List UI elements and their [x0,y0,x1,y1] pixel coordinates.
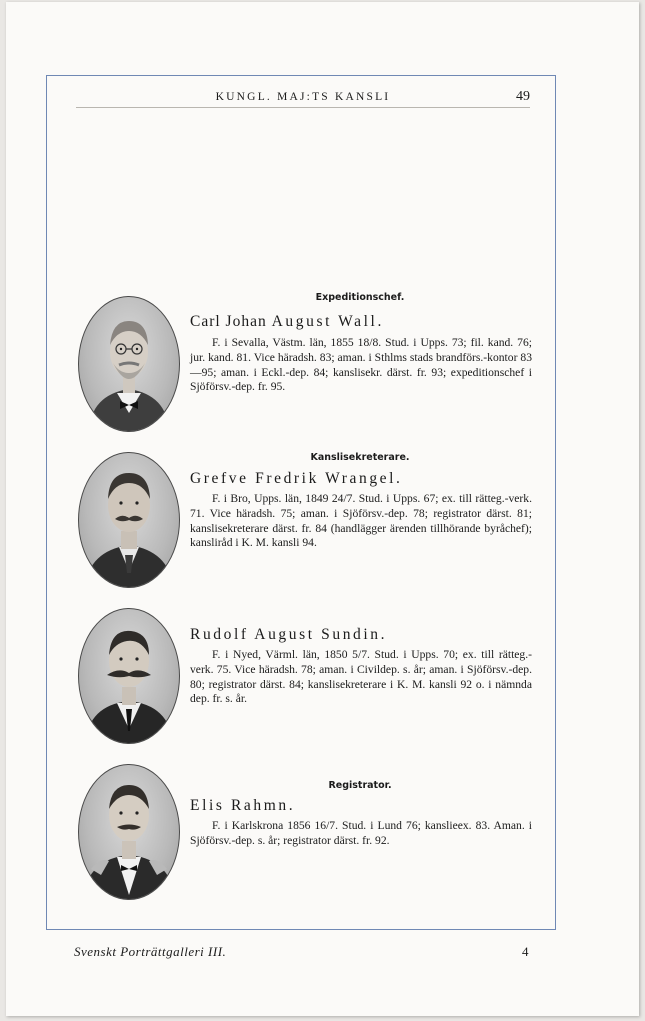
entry-rahmn [78,764,534,904]
page-number: 49 [516,89,530,104]
biography: F. i Bro, Upps. län, 1849 24/7. Stud. i Upps. 67; ex. till rätteg.-verk. 71. Vice häradsh. 75; aman. i Sjöförsv.-dep. 78; registrator därst. 81; kanslisekreterare därst. fr. 84 (handlägger ärenden tillhörande byråchef); kansliråd i K. M. kansli 94. [190,492,532,550]
portrait-moustache-icon [78,608,180,744]
spaced-names: Rudolf August Sundin. [190,626,388,643]
biography: F. i Sevalla, Västm. län, 1855 18/8. Stud. i Upps. 73; fil. kand. 76; jur. kand. 81. Vice häradsh. 83; aman. i Sthlms stads brandförs.-kontor 83—95; aman. i Eckl.-dep. 84; kanslisekr. därst. fr. 93; expeditionschef i Sjöförsv.-dep. fr. 95. [190,336,532,394]
entry-wall [78,292,534,436]
given-names: Carl Johan [190,313,267,330]
biography: F. i Karlskrona 1856 16/7. Stud. i Lund 76; kanslieex. 83. Aman. i Sjöförsv.-dep. s. år; registrator därst. fr. 92. [190,819,532,847]
spaced-names: Elis Rahmn. [190,797,296,814]
role-heading: Kanslisekreterare. [310,452,410,463]
person-name [190,626,387,644]
person-name [190,470,403,488]
book-title: Svenskt Porträttgalleri III. [74,944,227,959]
entry-wrangel [78,452,534,592]
page-header [76,91,530,108]
entry-sundin [78,608,534,748]
spaced-names: Grefve Fredrik Wrangel. [190,470,403,487]
portrait-uniform-icon [78,764,180,900]
running-head: KUNGL. MAJ:TS KANSLI [215,91,391,103]
biography: F. i Nyed, Värml. län, 1850 5/7. Stud. i Upps. 70; ex. till rätteg.-verk. 75. Vice häradsh. 78; aman. i Civildep. s. år; aman. i Sjöförsv.-dep. 80; registrator därst. 84; kanslisekreterare i K. M. kansli 92 o. i nämnda dep. fr. s. år. [190,648,532,706]
role-heading: Expeditionschef. [315,292,405,303]
person-name [190,313,384,331]
role-heading: Registrator. [328,780,392,791]
portrait-bearded-spectacles-icon [78,296,180,432]
portrait-moustache-icon [78,452,180,588]
spaced-names: August Wall. [271,313,384,330]
sheet-number: 4 [522,944,529,959]
person-name [190,797,295,815]
